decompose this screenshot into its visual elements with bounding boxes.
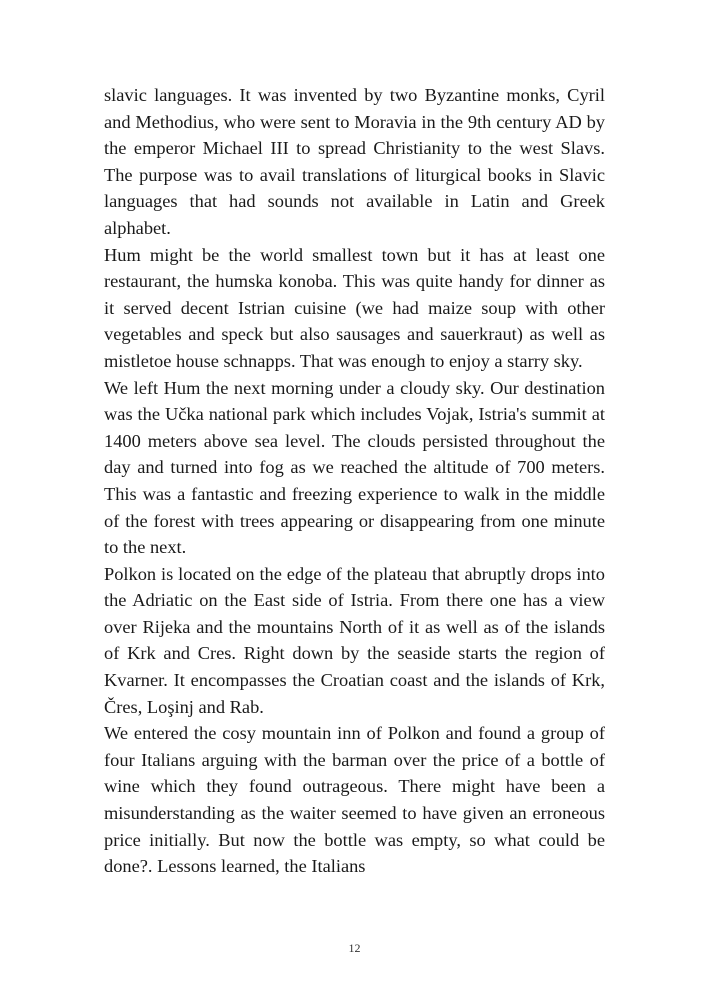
paragraph-ucka-park: We left Hum the next morning under a cloudy sky. Our destination was the Učka national park which includes Vojak, Istria's summit at 1400 meters above sea level. The clouds persisted throughout the day and turned into fog as we reached the altitude of 700 meters. This was a fantastic and freezing experience to walk in the middle of the forest with trees appearing or disappearing from one minute to the next. bbox=[104, 377, 605, 558]
paragraph-hum-restaurant: Hum might be the world smallest town but it has at least one restaurant, the humska konoba. This was quite handy for dinner as it served decent Istrian cuisine (we had maize soup with other vegetables and speck but also sausages and sauerkraut) as well as mistletoe house schnapps. That was enough to enjoy a starry sky. bbox=[104, 244, 605, 371]
body-text bbox=[104, 82, 605, 880]
paragraph-glagolitic-origin: slavic languages. It was invented by two Byzantine monks, Cyril and Methodius, who were sent to Moravia in the 9th century AD by the emperor Michael III to spread Christianity to the west Slavs. The purpose was to avail translations of liturgical books in Slavic languages that had sounds not available in Latin and Greek alphabet. bbox=[104, 85, 605, 238]
page-number: 12 bbox=[348, 941, 361, 955]
paragraph-polkon-location: Polkon is located on the edge of the plateau that abruptly drops into the Adriatic on the East side of Istria. From there one has a view over Rijeka and the mountains North of it as well as of the islands of Krk and Cres. Right down by the seaside starts the region of Kvarner. It encompasses the Croatian coast and the islands of Krk, Čres, Loşinj and Rab. bbox=[104, 563, 605, 717]
paragraph-polkon-inn: We entered the cosy mountain inn of Polkon and found a group of four Italians arguing with the barman over the price of a bottle of wine which they found outrageous. There might have been a misunderstanding as the waiter seemed to have given an erroneous price initially. But now the bottle was empty, so what could be done?. Lessons learned, the Italians bbox=[104, 723, 605, 877]
